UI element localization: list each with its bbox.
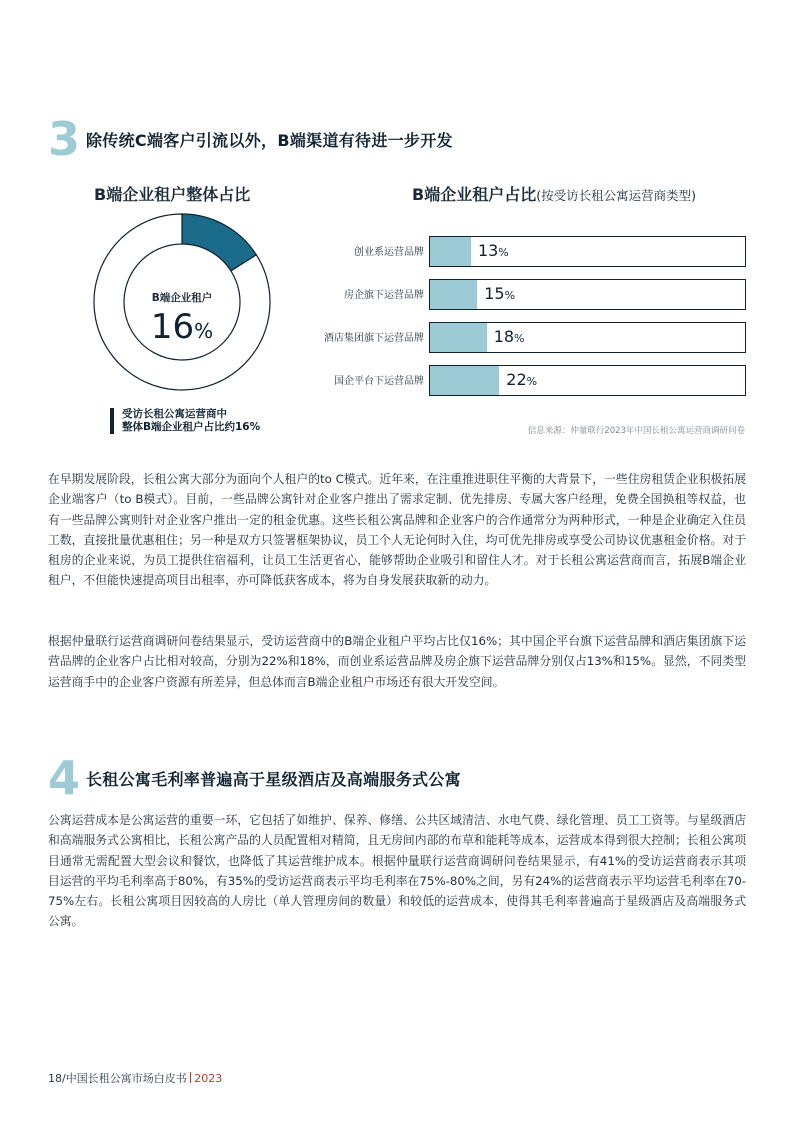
bar-row — [300, 322, 746, 353]
donut-center-label: B端企业租户 — [151, 292, 213, 304]
bar-value-unit: % — [504, 289, 516, 302]
donut-center-value — [92, 308, 272, 350]
bar-row — [300, 279, 746, 310]
bar-track — [429, 365, 746, 396]
bar-category-label: 房企旗下运营品牌 — [344, 290, 424, 301]
donut-note-line: 整体B端企业租户占比约16% — [122, 421, 261, 433]
footer-year: 2023 — [194, 1072, 223, 1085]
bar — [430, 237, 471, 266]
bar — [430, 323, 487, 352]
section-title: 除传统C端客户引流以外，B端渠道有待进一步开发 — [86, 130, 453, 150]
bar-value-label — [478, 241, 509, 260]
section-4-heading — [48, 751, 461, 805]
bar-chart-title-main: B端企业租户占比 — [412, 185, 537, 204]
bar-row — [300, 365, 746, 396]
bar-value-unit: % — [514, 332, 525, 345]
bar-category-label: 国企平台下运营品牌 — [334, 376, 424, 387]
bar-value-label — [484, 284, 515, 303]
donut-center-number: 16 — [150, 307, 195, 347]
bar-chart-subtitle: (按受访长租公寓运营商类型) — [536, 188, 696, 203]
bar-value-number: 18 — [493, 327, 515, 346]
donut-chart-title: B端企业租户整体占比 — [94, 185, 251, 204]
bar-value-unit: % — [526, 375, 538, 388]
donut-center-unit: % — [194, 319, 214, 343]
bar-value-label — [506, 370, 537, 389]
bar-track — [429, 279, 746, 310]
donut-note-line: 受访长租公寓运营商中 — [122, 408, 227, 420]
bar — [430, 280, 477, 309]
source-note: 信息来源：仲量联行2023年中国长租公寓运营商调研问卷 — [527, 426, 745, 436]
page-number: 18 — [48, 1072, 62, 1085]
paragraph-3: 公寓运营成本是公寓运营的重要一环，它包括了如维护、保养、修缮、公共区域清洁、水电气费、绿化管理、员工工资等。与星级酒店和高端服务式公寓相比，长租公寓产品的人员配置相对精简，且无房间内部的布草和能耗等成本，运营成本得到很大控制；长租公寓项目通常无需配置大型会议和餐饮，也降低了其运营维护成本。根据仲量联行运营商调研问卷结果显示，有41%的受访运营商表示其项目运营的平均毛利率高于80%，有35%的受访运营商表示平均毛利率在75%-80%之间，另有24%的运营商表示平均运营毛利率在70-75%左右。长租公寓项目因较高的人房比（单人管理房间的数量）和较低的运营成本，使得其毛利率普遍高于星级酒店及高端服务式公寓。 — [48, 813, 746, 929]
section-number: 3 — [48, 112, 81, 166]
donut-center — [92, 212, 272, 392]
paragraph-2: 根据仲量联行运营商调研问卷结果显示，受访运营商中的B端企业租户平均占比仅16%；其中国企平台旗下运营品牌和酒店集团旗下运营品牌的企业客户占比相对较高，分别为22%和18%，而创业系运营品牌及房企旗下运营品牌分别仅占13%和15%。显然，不同类型运营商手中的企业客户资源有所差异，但总体而言B端企业租户市场还有很大开发空间。 — [48, 634, 746, 689]
bar — [430, 366, 499, 395]
bar-chart-title — [412, 182, 696, 205]
book-title: 中国长租公寓市场白皮书 — [65, 1072, 187, 1085]
bar-category-label: 酒店集团旗下运营品牌 — [324, 333, 424, 344]
footer-divider — [190, 1072, 192, 1083]
bar-track — [429, 322, 746, 353]
donut-note — [110, 408, 260, 434]
bar-value-unit: % — [498, 246, 509, 259]
bar-value-number: 22 — [506, 370, 527, 389]
bar-row — [300, 236, 746, 267]
bar-value-label — [494, 327, 525, 346]
paragraph-1: 在早期发展阶段，长租公寓大部分为面向个人租户的to C模式。近年来，在注重推进职住平衡的大背景下，一些住房租赁企业积极拓展企业端客户（to B模式）。目前，一些品牌公寓针对企业客户推出了需求定制、优先排房、专属大客户经理，免费全国换租等权益，也有一些品牌公寓则针对企业客户推出一定的租金优惠。这些长租公寓品牌和企业客户的合作通常分为两种形式，一种是企业确定入住员工数，直接批量优惠租住；另一种是双方只签署框架协议，员工个人无论何时入住，均可优先排房或享受公司协议优惠租金价格。对于租房的企业来说，为员工提供住宿福利，让员工生活更省心，能够帮助企业吸引和留住人才。对于长租公寓运营商而言，拓展B端企业租户，不但能快速提高项目出租率，亦可降低获客成本，将为自身发展获取新的动力。 — [48, 472, 746, 588]
bar-value-number: 13 — [477, 241, 499, 260]
page-footer: 18/中国长租公寓市场白皮书 2023 — [48, 1072, 223, 1085]
section-number: 4 — [48, 751, 81, 805]
bar-track — [429, 236, 746, 267]
bar-value-number: 15 — [484, 284, 505, 303]
bar-category-label: 创业系运营品牌 — [354, 247, 424, 258]
section-title: 长租公寓毛利率普遍高于星级酒店及高端服务式公寓 — [86, 769, 461, 789]
section-3-heading — [48, 112, 453, 166]
